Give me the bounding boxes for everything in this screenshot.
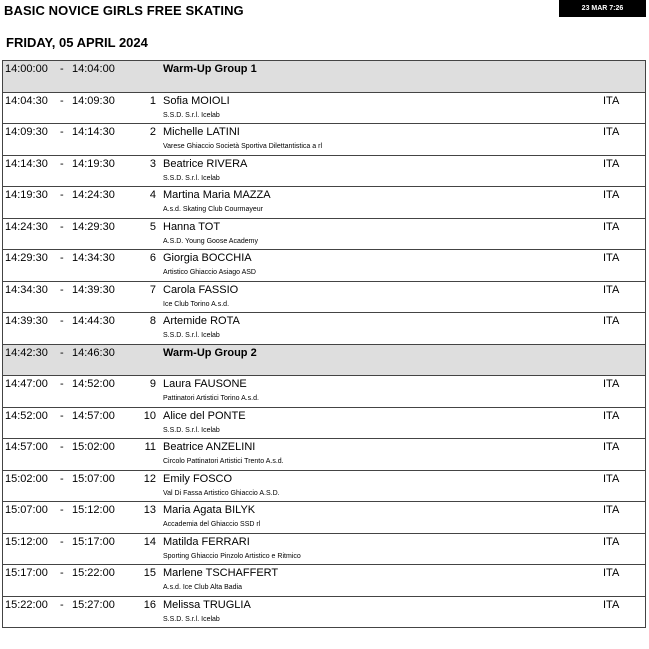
club-name: S.S.D. S.r.l. Icelab [163, 174, 220, 182]
skater-name: Beatrice ANZELINI [163, 441, 256, 453]
start-number: 7 [149, 283, 156, 296]
time-separator: - [60, 378, 64, 390]
club-name: A.s.d. Ice Club Alta Badia [163, 584, 242, 591]
skater-name: Matilda FERRARI [163, 535, 250, 548]
end-time: 14:57:00 [72, 409, 115, 422]
table-row [2, 534, 646, 566]
table-row [2, 376, 646, 408]
nation: ITA [603, 441, 620, 453]
nation: ITA [603, 504, 620, 516]
skater-name: Melissa TRUGLIA [163, 598, 251, 611]
time-separator: - [60, 567, 64, 579]
nation: ITA [603, 220, 620, 233]
table-row [2, 313, 646, 345]
end-time: 14:04:00 [72, 63, 115, 75]
time-separator: - [60, 504, 64, 516]
start-time: 14:24:30 [5, 220, 48, 233]
start-time: 14:14:30 [5, 157, 48, 170]
start-time: 14:29:30 [5, 252, 48, 264]
end-time: 15:07:00 [72, 472, 115, 485]
warmup-row [2, 61, 646, 93]
time-separator: - [60, 472, 64, 485]
end-time: 15:22:00 [72, 567, 115, 579]
time-separator: - [60, 220, 64, 233]
nation: ITA [603, 472, 620, 485]
table-row [2, 219, 646, 251]
table-row [2, 471, 646, 503]
nation: ITA [603, 252, 620, 264]
skater-name: Beatrice RIVERA [163, 157, 248, 170]
club-name: Sporting Ghiaccio Pinzolo Artistico e Ritmico [163, 552, 301, 560]
club-name: Ice Club Torino A.s.d. [163, 300, 230, 308]
start-time: 15:22:00 [5, 598, 48, 611]
table-row [2, 439, 646, 471]
skater-name: Hanna TOT [163, 220, 221, 233]
time-separator: - [60, 157, 64, 170]
table-row [2, 282, 646, 314]
start-number: 11 [144, 441, 156, 453]
start-number: 3 [149, 157, 156, 170]
club-name: Artistico Ghiaccio Asiago ASD [163, 269, 256, 276]
end-time: 14:09:30 [72, 94, 115, 107]
start-number: 15 [143, 567, 156, 579]
skater-name: Alice del PONTE [163, 409, 246, 422]
end-time: 14:46:30 [72, 346, 115, 359]
end-time: 15:12:00 [72, 504, 115, 516]
club-name: Val Di Fassa Artistico Ghiaccio A.S.D. [163, 489, 280, 497]
time-separator: - [60, 441, 64, 453]
nation: ITA [603, 94, 620, 107]
skater-name: Giorgia BOCCHIA [163, 252, 252, 264]
club-name: S.S.D. S.r.l. Icelab [163, 111, 220, 119]
start-time: 14:39:30 [5, 315, 48, 327]
club-name: S.S.D. S.r.l. Icelab [163, 615, 220, 623]
club-name: Circolo Pattinatori Artistici Trento A.s.d. [163, 458, 284, 465]
end-time: 15:02:00 [72, 441, 115, 453]
start-number: 9 [149, 378, 156, 390]
end-time: 14:44:30 [72, 315, 115, 327]
schedule-date: FRIDAY, 05 APRIL 2024 [6, 35, 148, 50]
time-separator: - [60, 252, 64, 264]
nation: ITA [603, 535, 620, 548]
nation: ITA [603, 157, 620, 170]
nation: ITA [603, 315, 620, 327]
skater-name: Sofia MOIOLI [163, 94, 230, 107]
end-time: 14:14:30 [72, 126, 115, 138]
end-time: 14:19:30 [72, 157, 115, 170]
warmup-label: Warm-Up Group 1 [163, 63, 257, 75]
start-time: 14:57:00 [5, 441, 48, 453]
club-name: S.S.D. S.r.l. Icelab [163, 426, 220, 434]
skater-name: Marlene TSCHAFFERT [163, 567, 279, 579]
time-separator: - [60, 315, 64, 327]
start-time: 14:34:30 [5, 283, 48, 296]
page-title: BASIC NOVICE GIRLS FREE SKATING [4, 3, 244, 18]
club-name: A.S.D. Young Goose Academy [163, 237, 258, 245]
club-name: A.s.d. Skating Club Courmayeur [163, 206, 263, 213]
time-separator: - [60, 63, 64, 75]
end-time: 14:29:30 [72, 220, 115, 233]
table-row [2, 408, 646, 440]
time-separator: - [60, 598, 64, 611]
time-separator: - [60, 189, 64, 201]
end-time: 15:27:00 [72, 598, 115, 611]
nation: ITA [603, 567, 620, 579]
time-separator: - [60, 94, 64, 107]
start-number: 5 [149, 220, 156, 233]
table-row [2, 124, 646, 156]
table-row [2, 250, 646, 282]
table-row [2, 565, 646, 597]
nation: ITA [603, 283, 620, 296]
time-separator: - [60, 535, 64, 548]
skater-name: Emily FOSCO [163, 472, 233, 485]
start-number: 1 [149, 94, 156, 107]
end-time: 14:24:30 [72, 189, 115, 201]
start-time: 14:04:30 [5, 94, 48, 107]
club-name: Varese Ghiaccio Società Sportiva Dilettantistica a rl [163, 143, 322, 150]
club-name: Pattinatori Artistici Torino A.s.d. [163, 395, 259, 402]
club-name: Accademia del Ghiaccio SSD rl [163, 521, 261, 528]
nation: ITA [603, 378, 620, 390]
nation: ITA [603, 126, 620, 138]
start-time: 14:47:00 [5, 378, 48, 390]
skater-name: Martina Maria MAZZA [163, 189, 271, 201]
end-time: 14:39:30 [72, 283, 115, 296]
skater-name: Laura FAUSONE [163, 378, 247, 390]
time-separator: - [60, 409, 64, 422]
end-time: 15:17:00 [72, 535, 115, 548]
skater-name: Michelle LATINI [163, 126, 240, 138]
start-time: 15:07:00 [5, 504, 48, 516]
table-row [2, 156, 646, 188]
timestamp-badge: 23 MAR 7:26 [559, 0, 646, 17]
start-time: 15:12:00 [5, 535, 48, 548]
nation: ITA [603, 189, 620, 201]
start-time: 15:02:00 [5, 472, 48, 485]
start-number: 10 [143, 409, 156, 422]
table-row [2, 93, 646, 125]
start-number: 16 [143, 598, 156, 611]
start-time: 14:19:30 [5, 189, 48, 201]
start-number: 8 [149, 315, 156, 327]
schedule-table [2, 60, 646, 628]
table-row [2, 187, 646, 219]
start-number: 6 [149, 252, 156, 264]
club-name: S.S.D. S.r.l. Icelab [163, 332, 220, 339]
table-row [2, 597, 646, 629]
start-number: 14 [143, 535, 156, 548]
skater-name: Artemide ROTA [163, 315, 240, 327]
start-time: 14:42:30 [5, 346, 48, 359]
start-time: 15:17:00 [5, 567, 48, 579]
start-time: 14:52:00 [5, 409, 48, 422]
nation: ITA [603, 598, 620, 611]
table-row [2, 502, 646, 534]
end-time: 14:34:30 [72, 252, 115, 264]
start-number: 2 [149, 126, 156, 138]
end-time: 14:52:00 [72, 378, 115, 390]
warmup-row [2, 345, 646, 377]
nation: ITA [603, 409, 620, 422]
time-separator: - [60, 126, 64, 138]
start-number: 13 [143, 504, 156, 516]
time-separator: - [60, 283, 64, 296]
skater-name: Maria Agata BILYK [163, 504, 256, 516]
skater-name: Carola FASSIO [163, 283, 239, 296]
start-time: 14:00:00 [5, 63, 48, 75]
start-number: 4 [149, 189, 156, 201]
start-time: 14:09:30 [5, 126, 48, 138]
warmup-label: Warm-Up Group 2 [163, 346, 257, 359]
time-separator: - [60, 346, 64, 359]
start-number: 12 [143, 472, 156, 485]
